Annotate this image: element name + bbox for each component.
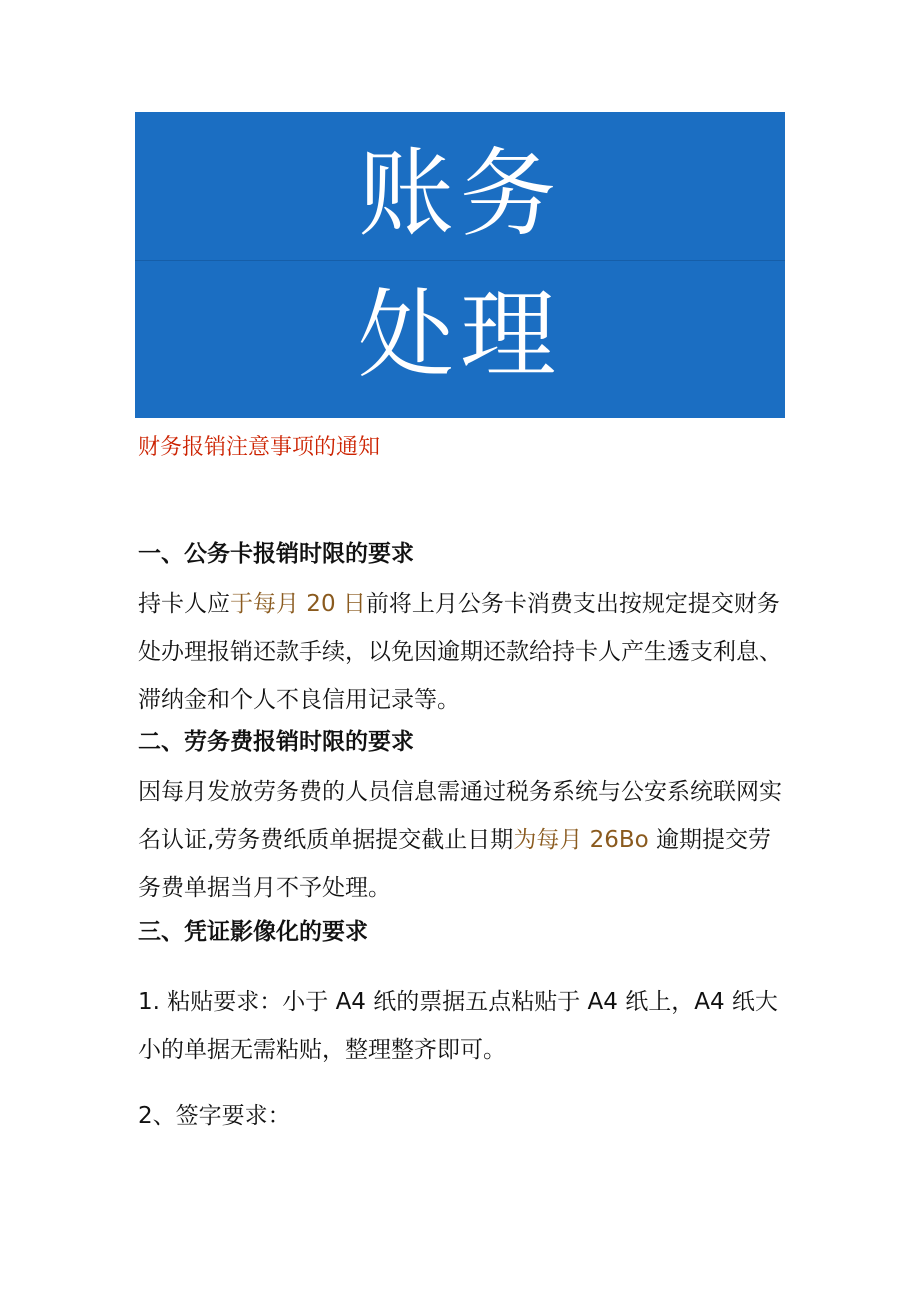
cover-title-line-1: 账务 (358, 138, 562, 250)
section-1-deadline-highlight: 于每月 20 日 (230, 591, 366, 617)
section-1-text-a: 持卡人应 (138, 591, 230, 617)
cover-divider (135, 260, 785, 261)
cover-banner (135, 112, 785, 418)
section-1-paragraph (138, 580, 788, 724)
section-2-paragraph (138, 768, 788, 912)
document-body (138, 538, 788, 1140)
notice-title: 财务报销注意事项的通知 (138, 435, 381, 460)
section-3-item-2: 2、签字要求： (138, 1103, 291, 1129)
section-2-text-c: 逾期提交劳务费单据当月不予处理。 (138, 827, 772, 901)
section-2-deadline-highlight: 为每月 26Bo (513, 827, 649, 853)
cover-title-line-2: 处理 (358, 279, 562, 391)
section-1-heading: 一、公务卡报销时限的要求 (138, 541, 414, 567)
section-3-item-1: 1. 粘贴要求：小于 A4 纸的票据五点粘贴于 A4 纸上，A4 纸大小的单据无需粘贴，整理整齐即可。 (138, 989, 778, 1063)
section-2-heading: 二、劳务费报销时限的要求 (138, 729, 414, 755)
section-1-text-c: 前将上月公务卡消费支出按规定提交财务处办理报销还款手续，以免因逾期还款给持卡人产生透支利息、滞纳金和个人不良信用记录等。 (138, 591, 782, 713)
section-2-text-a: 因每月发放劳务费的人员信息需通过税务系统与公安系统联网实名认证,劳务费纸质单据提交截止日期 (138, 779, 782, 853)
section-3-heading: 三、凭证影像化的要求 (138, 919, 368, 945)
